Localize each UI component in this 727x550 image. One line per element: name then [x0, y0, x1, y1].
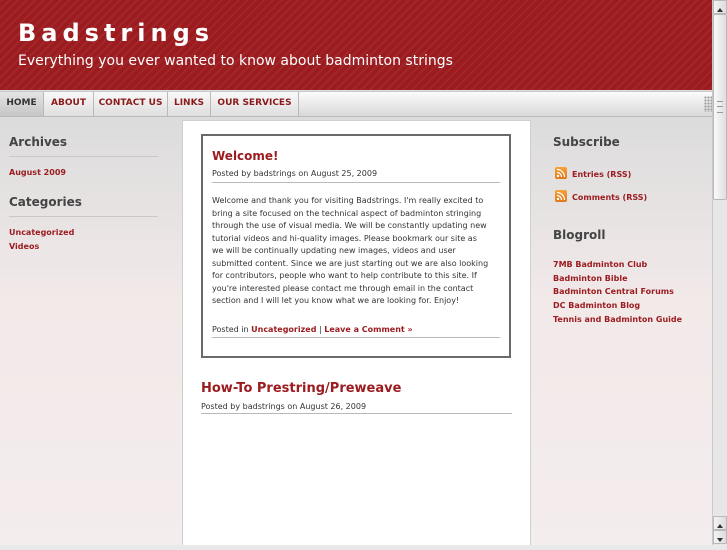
arrow-down-icon[interactable]: [713, 530, 727, 544]
blogroll-link-tennis-and-badminton-guide[interactable]: Tennis and Badminton Guide: [553, 315, 683, 324]
entries-rss-link[interactable]: Entries (RSS): [572, 170, 632, 179]
grip-icon: [717, 101, 723, 113]
post-divider: [201, 413, 512, 414]
leave-comment-link[interactable]: Leave a Comment »: [324, 325, 413, 334]
site-header: [0, 0, 712, 90]
post-body-line: section and I will let you know what we are looking for. Enjoy!: [212, 296, 460, 305]
post-meta-welcome: Posted by badstrings on August 25, 2009: [212, 169, 378, 178]
scrollbar-thumb[interactable]: [713, 14, 727, 200]
post-meta-how-to-prestring: Posted by badstrings on August 26, 2009: [201, 402, 367, 411]
post-title-welcome[interactable]: Welcome!: [212, 149, 279, 163]
blogroll-heading: Blogroll: [553, 228, 606, 242]
post-body-line: Welcome and thank you for visiting Badstrings. I'm really excited to: [212, 196, 484, 205]
archive-link-august-2009[interactable]: August 2009: [9, 168, 66, 177]
vertical-scrollbar[interactable]: [712, 0, 727, 545]
post-category-link[interactable]: Uncategorized: [251, 325, 317, 334]
blogroll-link-dc-badminton-blog[interactable]: DC Badminton Blog: [553, 301, 641, 310]
post-body-line: bring a site focused on the technical aspect of badminton stringing: [212, 208, 482, 218]
nav-item-contact-us[interactable]: CONTACT US: [94, 92, 168, 116]
post-title-how-to-prestring[interactable]: How-To Prestring/Preweave: [201, 381, 402, 396]
category-link-uncategorized[interactable]: Uncategorized: [9, 228, 75, 237]
post-body-line: you're interested please contact me through email in the contact: [212, 283, 474, 293]
post-body-line: through the use of visual media. We will be constantly updating new: [212, 221, 487, 230]
nav-item-our-services[interactable]: OUR SERVICES: [211, 92, 299, 116]
post-footer-welcome: [212, 324, 413, 335]
arrow-up-icon[interactable]: [713, 516, 727, 530]
post-divider: [212, 337, 500, 338]
nav-item-about[interactable]: ABOUT: [44, 92, 94, 116]
blogroll-link-7mb-badminton-club[interactable]: 7MB Badminton Club: [553, 260, 648, 269]
comments-rss-link[interactable]: Comments (RSS): [572, 193, 648, 202]
posted-in-label: Posted in: [212, 325, 249, 334]
blogroll-link-badminton-bible[interactable]: Badminton Bible: [553, 274, 628, 283]
rss-feed-icon: [555, 190, 567, 202]
post-body-line: for contributors, people who want to help contribute to this site. If: [212, 271, 477, 280]
rss-feed-icon: [555, 167, 567, 179]
post-footer-separator: |: [318, 325, 322, 334]
arrow-up-icon[interactable]: [713, 0, 727, 14]
site-title[interactable]: Badstrings: [18, 19, 215, 47]
post-body-welcome: [212, 195, 504, 308]
nav-item-links[interactable]: LINKS: [168, 92, 211, 116]
post-divider: [212, 182, 500, 183]
subscribe-heading: Subscribe: [553, 135, 620, 149]
archives-heading: Archives: [9, 134, 158, 157]
blogroll-link-badminton-central-forums[interactable]: Badminton Central Forums: [553, 287, 674, 296]
post-body-line: submitted content. Since we are just starting out we are also looking: [212, 258, 489, 268]
categories-heading: Categories: [9, 194, 158, 217]
nav-grip-icon: [704, 96, 712, 112]
nav-item-home[interactable]: HOME: [0, 92, 44, 116]
main-nav: [0, 91, 712, 117]
site-tagline: Everything you ever wanted to know about badminton strings: [18, 53, 453, 69]
post-body-line: we will be continually updating new images, videos and user: [212, 246, 456, 255]
category-link-videos[interactable]: Videos: [9, 242, 40, 251]
post-body-line: tutorial videos and hi-quality images. Please bookmark our site as: [212, 233, 477, 243]
